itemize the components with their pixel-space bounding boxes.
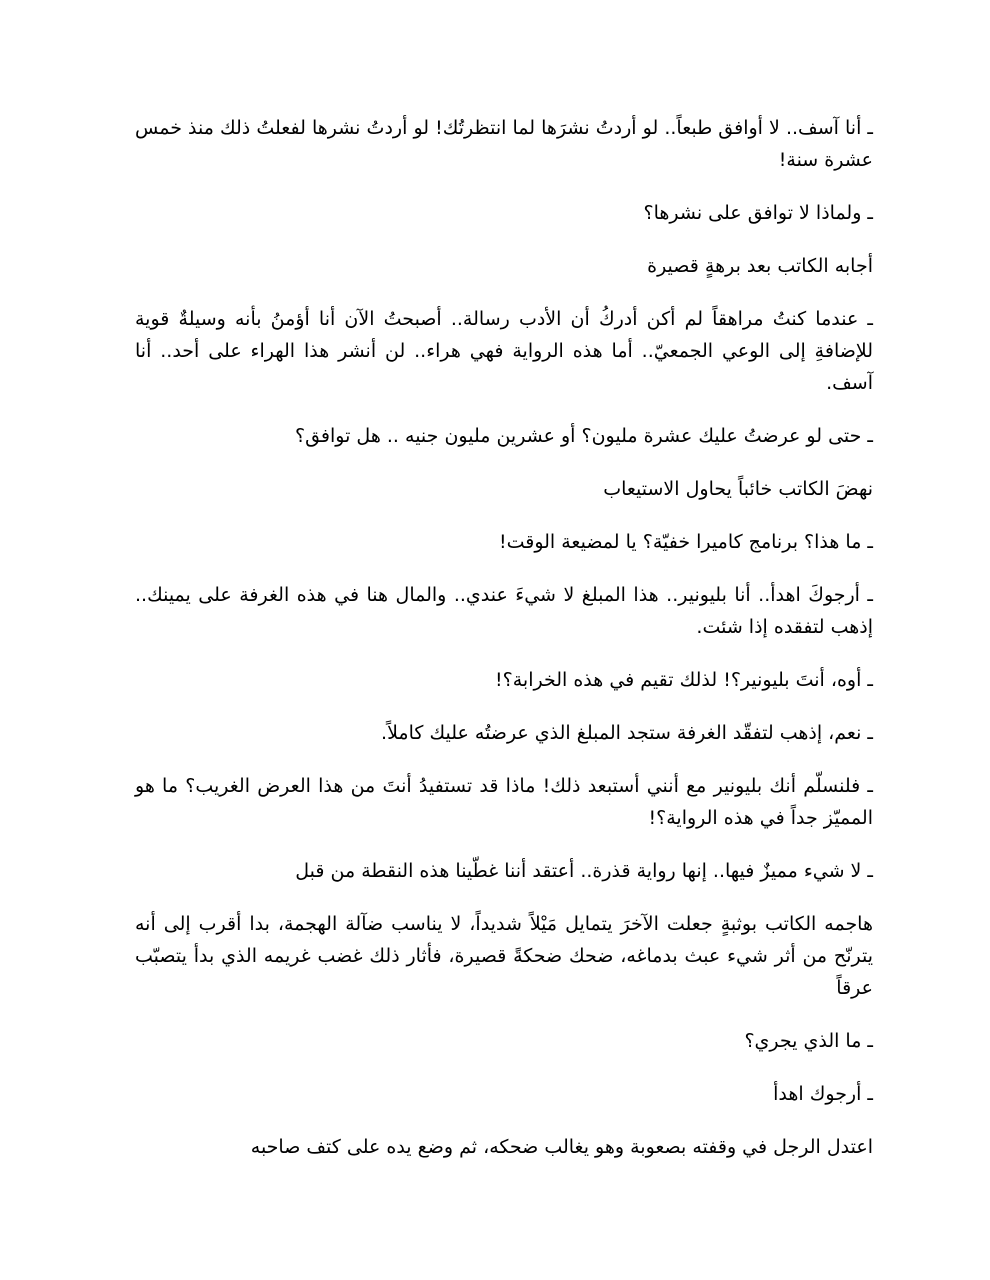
paragraph: ـ لا شيء مميزٌ فيها.. إنها رواية قذرة.. أعتقد أننا غطّينا هذه النقطة من قبل	[295, 860, 873, 882]
paragraph: ـ أرجوكَ اهدأ.. أنا بليونير.. هذا المبلغ لا شيءَ عندي.. والمال هنا في هذه الغرفة على يمينك.. إذهب لتفقده إذا شئت.	[135, 584, 873, 638]
paragraph: ـ عندما كنتُ مراهقاً لم أكن أدركُ أن الأدب رسالة.. أصبحتُ الآن أنا أؤمنُ بأنه وسيلةٌ قوية للإضافةِ إلى الوعي الجمعيّ.. أما هذه الرواية فهي هراء.. لن أنشر هذا الهراء على أحد.. أنا آسف.	[135, 308, 873, 394]
paragraph: ـ ولماذا لا توافق على نشرها؟	[643, 202, 873, 224]
paragraph: ـ حتى لو عرضتُ عليك عشرة مليون؟ أو عشرين مليون جنيه .. هل توافق؟	[295, 425, 873, 447]
paragraph: ـ أوه، أنتَ بليونير؟! لذلك تقيم في هذه الخرابة؟!	[495, 669, 873, 691]
paragraph: أجابه الكاتب بعد برهةٍ قصيرة	[647, 255, 873, 277]
paragraph: نهضَ الكاتب خائباً يحاول الاستيعاب	[603, 478, 873, 500]
paragraph: هاجمه الكاتب بوثبةٍ جعلت الآخرَ يتمايل مَيْلاً شديداً، لا يناسب ضآلة الهجمة، بدا أقرب إلى أنه يترنّح من أثر شيء عبث بدماغه، ضحك ضحكةً قصيرة، فأثار ذلك غضب غريمه الذي بدأ يتصبّب عرقاً	[135, 913, 873, 999]
paragraph: ـ فلنسلّم أنك بليونير مع أنني أستبعد ذلك! ماذا قد تستفيدُ أنتَ من هذا العرض الغريب؟ ما هو المميّز جداً في هذه الرواية؟!	[135, 775, 873, 829]
paragraph: ـ نعم، إذهب لتفقّد الغرفة ستجد المبلغ الذي عرضتُه عليك كاملاً.	[381, 722, 873, 744]
paragraph: ـ ما الذي يجري؟	[744, 1030, 873, 1052]
paragraph: اعتدل الرجل في وقفته بصعوبة وهو يغالب ضحكه، ثم وضع يده على كتف صاحبه	[250, 1136, 873, 1158]
paragraph: ـ أرجوك اهدأ	[773, 1083, 873, 1105]
document-page	[135, 112, 873, 1184]
paragraph: ـ ما هذا؟ برنامج كاميرا خفيّة؟ يا لمضيعة الوقت!	[498, 531, 873, 553]
paragraph: ـ أنا آسف.. لا أوافق طبعاً.. لو أردتُ نشرَها لما انتظرتُك! لو أردتُ نشرها لفعلتُ ذلك منذ خمس عشرة سنة!	[135, 117, 873, 171]
